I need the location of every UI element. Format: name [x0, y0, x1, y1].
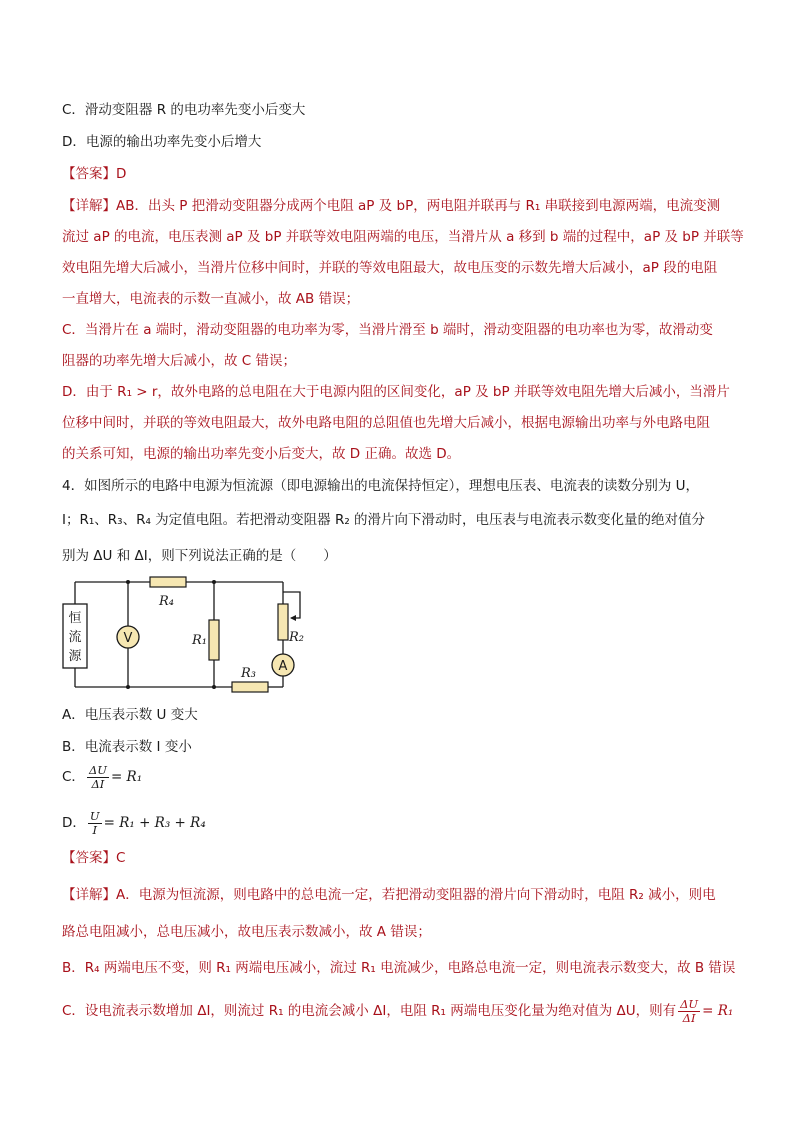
- resistor-r3: [232, 682, 268, 692]
- explanation-1-line-5: C．当滑片在 a 端时，滑动变阻器的电功率为零，当滑片滑至 b 端时，滑动变阻器的电功率也为零，故滑动变: [62, 322, 713, 338]
- explanation-2-fraction: [678, 998, 700, 1025]
- ammeter-label: A: [278, 659, 288, 674]
- option-d-label: D．: [62, 815, 86, 831]
- question-4-line-2: I；R₁、R₃、R₄ 为定值电阻。若把滑动变阻器 R₂ 的滑片向下滑动时，电压表与电流表示数变化量的绝对值分: [62, 512, 706, 528]
- option-c-numerator: ΔU: [88, 762, 107, 777]
- circuit-diagram: [60, 574, 310, 696]
- explanation-2-line-4-text: C．设电流表示数增加 ΔI，则流过 R₁ 的电流会减小 ΔI，电阻 R₁ 两端电压变化量为绝对值为 ΔU，则有: [62, 1003, 677, 1019]
- explanation-1-line-6: 阻器的功率先增大后减小，故 C 错误；: [62, 353, 297, 369]
- option-d-numerator: U: [89, 808, 100, 823]
- option-d-rhs: = R₁ + R₃ + R₄: [103, 815, 206, 831]
- option-c-fraction: [87, 764, 109, 791]
- resistor-r4: [150, 577, 186, 587]
- option-d-fraction: [88, 810, 102, 837]
- source-label: 恒流源: [68, 611, 82, 664]
- option-c: [62, 762, 142, 792]
- explanation-1-line-2: 流过 aP 的电流，电压表测 aP 及 bP 并联等效电阻两端的电压，当滑片从 a 移到 b 端的过程中，aP 及 bP 并联等: [62, 229, 744, 245]
- option-c-denominator: ΔI: [91, 776, 105, 791]
- explanation-1-line-1: 【详解】AB．出头 P 把滑动变阻器分成两个电阻 aP 及 bP，两电阻并联再与 R₁ 串联接到电源两端，电流变测: [62, 198, 721, 214]
- explanation-1-line-3: 效电阻先增大后减小，当滑片位移中间时，并联的等效电阻最大，故电压变的示数先增大后减小，aP 段的电阻: [62, 260, 718, 276]
- resistor-r4-label: R₄: [159, 594, 174, 609]
- explanation-2-denominator: ΔI: [682, 1010, 696, 1025]
- explanation-1-line-4: 一直增大，电流表的示数一直减小，故 AB 错误；: [62, 291, 360, 307]
- explanation-2-rhs: = R₁: [702, 1003, 734, 1019]
- rheostat-r2-label: R₂: [289, 630, 304, 645]
- rheostat-r2: [278, 604, 288, 640]
- explanation-2-line-2: 路总电阻减小，总电压减小，故电压表示数减小，故 A 错误；: [62, 924, 431, 940]
- option-d-previous: D．电源的输出功率先变小后增大: [62, 134, 262, 150]
- explanation-1-line-9: 的关系可知，电源的输出功率先变小后变大，故 D 正确。故选 D。: [62, 446, 461, 462]
- answer-label-2: 【答案】C: [62, 850, 126, 866]
- option-b: B．电流表示数 I 变小: [62, 739, 192, 755]
- resistor-r1: [209, 620, 219, 660]
- option-d: [62, 808, 206, 838]
- explanation-1-line-8: 位移中间时，并联的等效电阻最大，故外电路电阻的总阻值也先增大后减小，根据电源输出功率与外电路电阻: [62, 415, 710, 431]
- option-c-rhs: = R₁: [110, 769, 143, 785]
- explanation-2-numerator: ΔU: [680, 996, 699, 1011]
- voltmeter-label: V: [123, 631, 133, 646]
- question-4-line-3: 别为 ΔU 和 ΔI，则下列说法正确的是（ ）: [62, 548, 337, 564]
- option-a: A．电压表示数 U 变大: [62, 707, 198, 723]
- option-c-previous: C．滑动变阻器 R 的电功率先变小后变大: [62, 102, 306, 118]
- option-d-denominator: I: [92, 822, 98, 837]
- resistor-r1-label: R₁: [192, 633, 207, 648]
- explanation-1-line-7: D．由于 R₁ > r，故外电路的总电阻在大于电源内阻的区间变化，aP 及 bP 并联等效电阻先增大后减小，当滑片: [62, 384, 730, 400]
- option-c-label: C．: [62, 769, 85, 785]
- question-4-line-1: 4．如图所示的电路中电源为恒流源（即电源输出的电流保持恒定），理想电压表、电流表的读数分别为 U，: [62, 478, 700, 494]
- explanation-2-line-4: [62, 996, 733, 1026]
- explanation-2-line-1: 【详解】A．电源为恒流源，则电路中的总电流一定，若把滑动变阻器的滑片向下滑动时，电阻 R₂ 减小，则电: [62, 887, 716, 903]
- resistor-r3-label: R₃: [241, 666, 256, 681]
- answer-label-1: 【答案】D: [62, 166, 127, 182]
- explanation-2-line-3: B．R₄ 两端电压不变，则 R₁ 两端电压减小，流过 R₁ 电流减少，电路总电流一定，则电流表示数变大，故 B 错误: [62, 960, 736, 976]
